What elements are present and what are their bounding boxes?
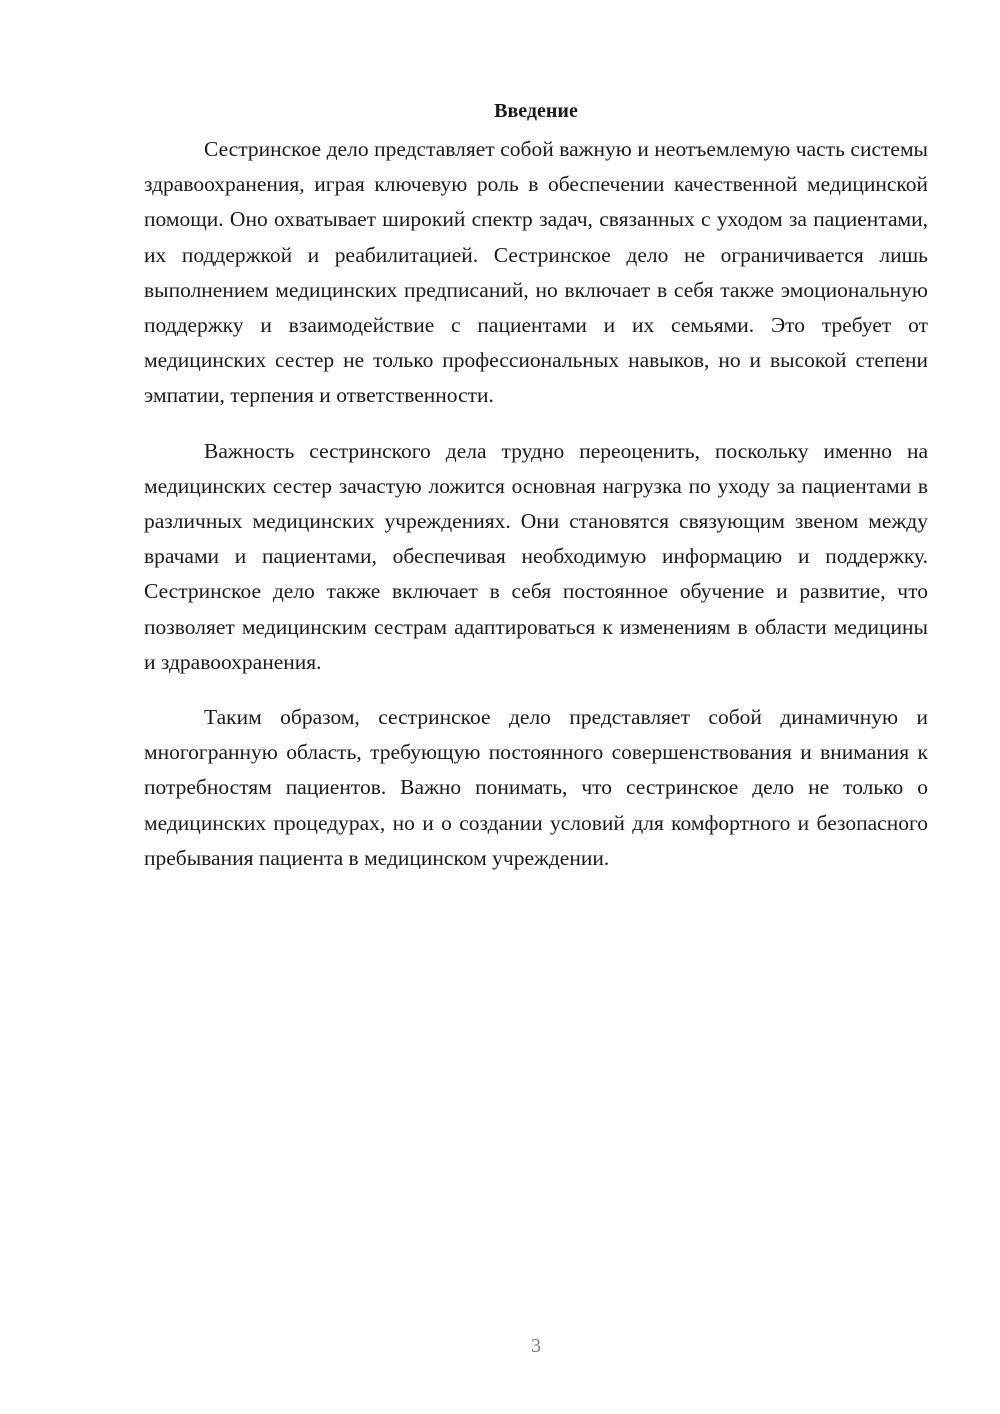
section-title: Введение (494, 100, 578, 122)
paragraph-3: Таким образом, сестринское дело представляет собой динамичную и многогранную область, требующую постоянного совершенствования и внимания к потребностям пациентов. Важно понимать, что сестринское дело не только о медицинских процедурах, но и о создании условий для комфортного и безопасного пребывания пациента в медицинском учреждении. (144, 705, 928, 870)
page-number: 3 (531, 1335, 541, 1357)
page-content (144, 96, 928, 896)
paragraph-1: Сестринское дело представляет собой важную и неотъемлемую часть системы здравоохранения, играя ключевую роль в обеспечении качественной медицинской помощи. Оно охватывает широкий спектр задач, связанных с уходом за пациентами, их поддержкой и реабилитацией. Сестринское дело не ограничивается лишь выполнением медицинских предписаний, но включает в себя также эмоциональную поддержку и взаимодействие с пациентами и их семьями. Это требует от медицинских сестер не только профессиональных навыков, но и высокой степени эмпатии, терпения и ответственности. (144, 137, 928, 408)
paragraph-2: Важность сестринского дела трудно переоценить, поскольку именно на медицинских сестер зачастую ложится основная нагрузка по уходу за пациентами в различных медицинских учреждениях. Они становятся связующим звеном между врачами и пациентами, обеспечивая необходимую информацию и поддержку. Сестринское дело также включает в себя постоянное обучение и развитие, что позволяет медицинским сестрам адаптироваться к изменениям в области медицины и здравоохранения. (144, 438, 928, 674)
